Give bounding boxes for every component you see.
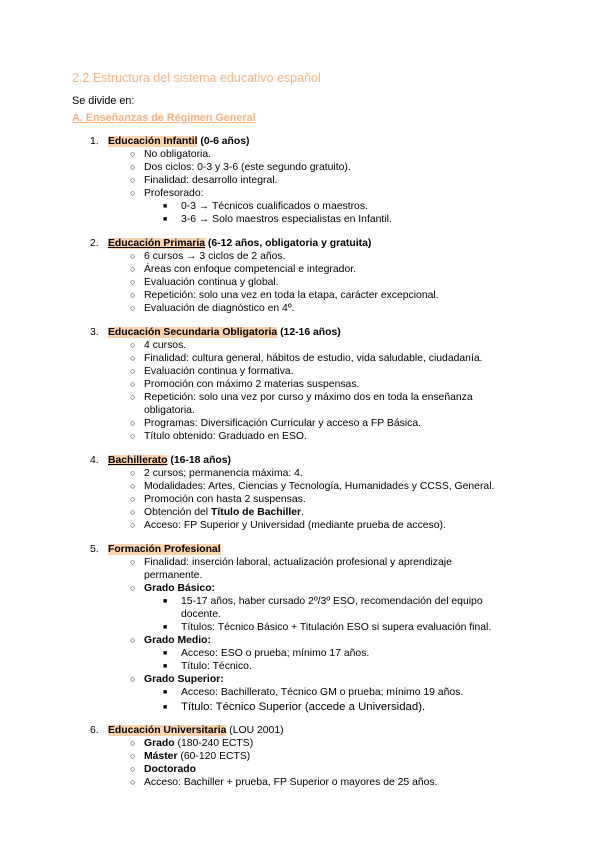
list-item: ○ Promoción con máximo 2 materias suspensas. (130, 379, 360, 390)
stage-name: Educación Primaria (108, 238, 206, 249)
stage-range: (12-16 años) (280, 327, 341, 338)
stage-range: (6-12 años, obligatoria y gratuita) (207, 238, 372, 249)
sub-list-item: ■ Títulos: Técnico Básico + Titulación ESO si supera evaluación final. (163, 622, 492, 633)
list-item: ○ 4 cursos. (130, 340, 187, 351)
list-item: ○ Repetición: solo una vez por curso y máximo dos en toda la enseñanza obligatoria. (130, 392, 473, 416)
list-item: ○ Promoción con hasta 2 suspensas. (130, 494, 306, 505)
list-item: ○ Evaluación continua y global. (130, 277, 279, 288)
sub-list-item: ■ 3-6 → Solo maestros especialistas en Infantil. (163, 214, 392, 225)
sub-list-item: ■ Título: Técnico Superior (accede a Universidad). (163, 701, 426, 713)
list-item: ○ Finalidad: cultura general, hábitos de estudio, vida saludable, ciudadanía. (130, 353, 483, 364)
stage-name: Educación Infantil (108, 136, 198, 147)
list-item: ○ Máster (60-120 ECTS) (130, 751, 251, 762)
section-title (90, 238, 371, 249)
list-item: ○ Evaluación de diagnóstico en 4º. (130, 303, 295, 314)
list-item: ○ Grado Superior: (130, 674, 224, 685)
section-title (90, 455, 231, 466)
section-number: 2. (90, 238, 99, 249)
sub-list-item: ■ Título: Técnico. (163, 661, 252, 672)
stage-name: Bachillerato (108, 455, 168, 466)
stage-name: Educación Secundaria Obligatoria (108, 327, 278, 338)
section-title (90, 725, 284, 736)
section-heading: 2.2 Estructura del sistema educativo español (72, 71, 321, 85)
stage-range: (LOU 2001) (229, 725, 284, 736)
stage-range: (16-18 años) (170, 455, 232, 466)
section-number: 3. (90, 327, 99, 338)
subheading-link[interactable]: A. Enseñanzas de Régimen General (72, 112, 256, 124)
intro-text: Se divide en: (72, 95, 135, 107)
list-item: ○ Dos ciclos: 0-3 y 3-6 (este segundo gratuito). (130, 162, 351, 173)
list-item: ○ Acceso: FP Superior y Universidad (mediante prueba de acceso). (130, 520, 446, 531)
list-item: ○ Grado (180-240 ECTS) (130, 738, 254, 749)
list-item: ○ 2 cursos; permanencia máxima: 4. (130, 468, 303, 479)
sub-list-item: ■ 0-3 → Técnicos cualificados o maestros. (163, 201, 368, 212)
list-item: ○ No obligatoria. (130, 149, 212, 160)
list-item: ○ Acceso: Bachiller + prueba, FP Superior o mayores de 25 años. (130, 777, 438, 788)
list-item: ○ Programas: Diversificación Curricular y acceso a FP Básica. (130, 418, 421, 429)
stage-name: Educación Universitaria (108, 725, 227, 736)
list-item: ○ Obtención del Título de Bachiller. (130, 507, 304, 518)
list-item: ○ Finalidad: desarrollo integral. (130, 175, 278, 186)
sub-list-item: ■ 15-17 años, haber cursado 2º/3º ESO, recomendación del equipo docente. (163, 596, 483, 620)
list-item: ○ Modalidades: Artes, Ciencias y Tecnología, Humanidades y CCSS, General. (130, 481, 495, 492)
sub-list-item: ■ Acceso: Bachillerato, Técnico GM o prueba; mínimo 19 años. (163, 687, 464, 698)
stage-name: Formación Profesional (108, 544, 221, 555)
section-title (90, 327, 341, 338)
list-item: ○ Repetición: solo una vez en toda la etapa, carácter excepcional. (130, 290, 439, 301)
section-number: 4. (90, 455, 99, 466)
section-title (90, 544, 221, 555)
list-item: ○ Evaluación continua y formativa. (130, 366, 294, 377)
section-number: 6. (90, 725, 99, 736)
list-item: ○ Doctorado (130, 764, 196, 775)
list-item: ○ Título obtenido: Graduado en ESO. (130, 431, 307, 442)
section-number: 5. (90, 544, 99, 555)
section-number: 1. (90, 136, 99, 147)
section-title (90, 136, 249, 147)
sub-list-item: ■ Acceso: ESO o prueba; mínimo 17 años. (163, 648, 370, 659)
list-item: ○ Profesorado: (130, 188, 204, 199)
list-item: ○ Grado Medio: (130, 635, 211, 646)
list-item: ○ Finalidad: inserción laboral, actualización profesional y aprendizaje permanente. (130, 557, 452, 581)
list-item: ○ Grado Básico: (130, 583, 216, 594)
list-item: ○ 6 cursos → 3 ciclos de 2 años. (130, 251, 286, 262)
list-item: ○ Áreas con enfoque competencial e integrador. (130, 264, 356, 275)
stage-range: (0-6 años) (200, 136, 250, 147)
